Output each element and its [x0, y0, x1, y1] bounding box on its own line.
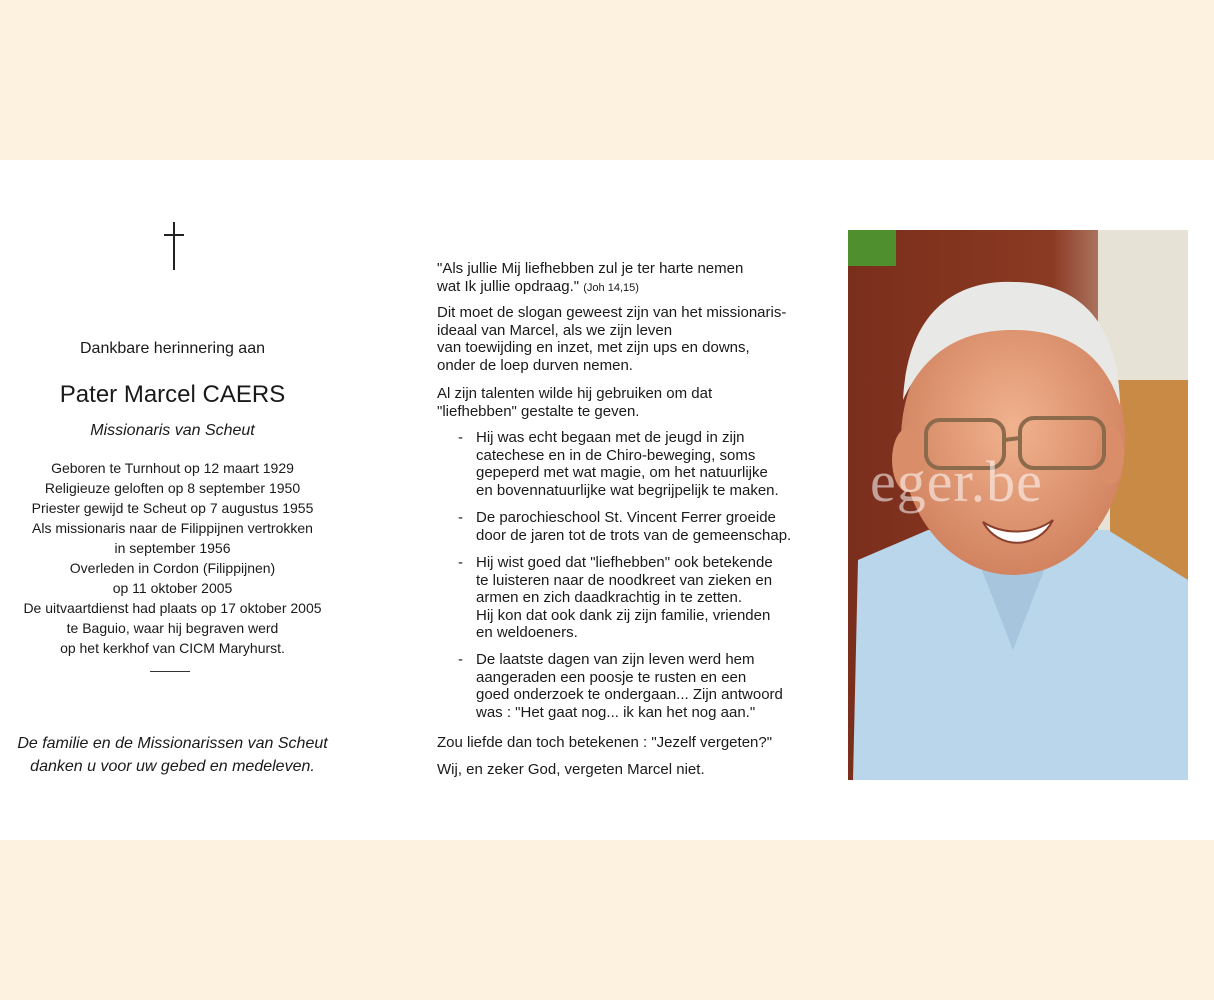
bio-line: Overleden in Cordon (Filippijnen): [69, 560, 276, 576]
bio-line: Priester gewijd te Scheut op 7 augustus 1955: [31, 500, 314, 516]
quote-line: "Als jullie Mij liefhebben zul je ter harte nemen: [437, 260, 744, 277]
bio-line: in september 1956: [114, 540, 231, 556]
bio-line: op het kerkhof van CICM Maryhurst.: [60, 640, 285, 656]
quote-line: wat Ik jullie opdraag.": [437, 277, 580, 295]
list-item: [458, 554, 818, 642]
bullet-dash: -: [458, 651, 463, 668]
bio-line: te Baguio, waar hij begraven werd: [66, 620, 279, 636]
deceased-name: Pater Marcel CAERS: [59, 381, 286, 408]
list-item: [458, 509, 818, 544]
paragraph-line: Dit moet de slogan geweest zijn van het missionaris-: [437, 304, 787, 321]
closing-question: Zou liefde dan toch betekenen : "Jezelf vergeten?": [437, 734, 773, 751]
watermark: eger.be: [870, 449, 1043, 514]
bullet-dash: -: [458, 429, 463, 446]
paragraph-talents: [437, 385, 817, 420]
bio-line: Geboren te Turnhout op 12 maart 1929: [51, 460, 294, 476]
bullet-dash: -: [458, 509, 463, 526]
list-line: en bovennatuurlijke wat begrijpelijk te maken.: [476, 481, 779, 499]
list-line: en weldoeners.: [476, 624, 578, 641]
list-line: te luisteren naar de noodkreet van zieken en: [476, 571, 773, 589]
quote: [437, 260, 817, 297]
paragraph-line: Al zijn talenten wilde hij gebruiken om dat: [437, 385, 713, 402]
thanks-line: De familie en de Missionarissen van Scheut: [17, 735, 328, 752]
paragraph-line: ideaal van Marcel, als we zijn leven: [437, 321, 673, 339]
quote-reference: (Joh 14,15): [583, 281, 639, 294]
list-line: Hij was echt begaan met de jeugd in zijn: [476, 429, 745, 446]
list-line: aangeraden een poosje te rusten en een: [476, 668, 747, 686]
bio-line: op 11 oktober 2005: [112, 580, 233, 596]
paragraph-slogan: [437, 304, 817, 374]
list-line: armen en zich daadkrachtig in te zetten.: [476, 589, 742, 606]
list-line: gepeperd met wat magie, om het natuurlijke: [476, 464, 768, 481]
paragraph-line: van toewijding en inzet, met zijn ups en downs,: [437, 339, 750, 356]
list-line: Hij wist goed dat "liefhebben" ook betekende: [476, 554, 773, 571]
list-line: Hij kon dat ook dank zij zijn familie, vrienden: [476, 606, 771, 624]
thanks-line: danken u voor uw gebed en medeleven.: [30, 758, 315, 775]
list-line: was : "Het gaat nog... ik kan het nog aan.": [476, 703, 756, 721]
deceased-role: Missionaris van Scheut: [90, 422, 255, 439]
bio-line: Als missionaris naar de Filippijnen vertrokken: [32, 520, 313, 536]
intro-text: Dankbare herinnering aan: [79, 340, 265, 357]
paragraph-line: "liefhebben" gestalte te geven.: [437, 402, 640, 420]
list-item: [458, 651, 818, 721]
bio-line: Religieuze geloften op 8 september 1950: [44, 480, 301, 496]
list-item: [458, 429, 818, 499]
cross-icon: [164, 222, 184, 270]
closing-statement: Wij, en zeker God, vergeten Marcel niet.: [437, 761, 705, 778]
bio-line: De uitvaartdienst had plaats op 17 oktober 2005: [23, 600, 322, 616]
list-line: De parochieschool St. Vincent Ferrer groeide: [476, 509, 776, 526]
biography: [0, 458, 345, 658]
list-line: door de jaren tot de trots van de gemeenschap.: [476, 526, 792, 544]
divider: [150, 671, 190, 672]
bullet-dash: -: [458, 554, 463, 571]
list-line: goed onderzoek te ondergaan... Zijn antwoord: [476, 686, 783, 703]
thanks-text: [0, 732, 345, 778]
paragraph-line: onder de loep durven nemen.: [437, 356, 633, 374]
list-line: catechese en in de Chiro-beweging, soms: [476, 446, 756, 464]
list-line: De laatste dagen van zijn leven werd hem: [476, 651, 755, 668]
